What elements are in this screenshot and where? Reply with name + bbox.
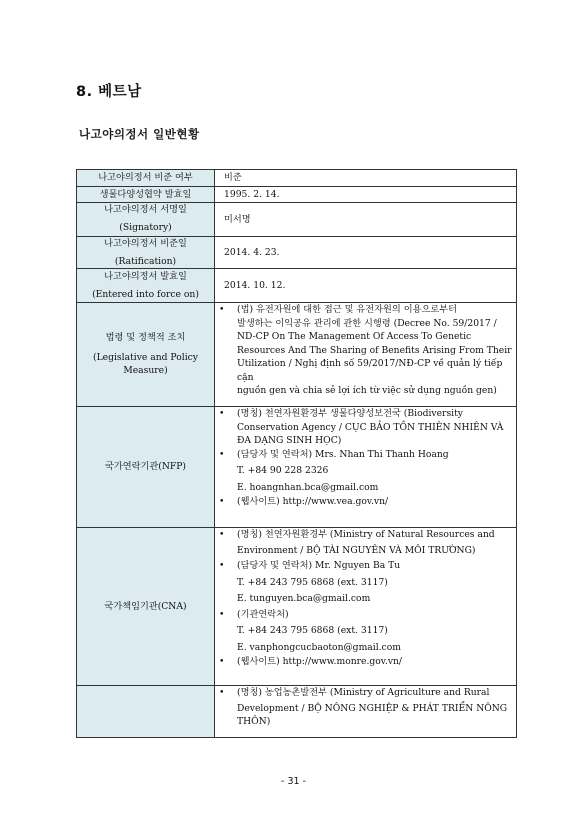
legislation-line: (법) 유전자원에 대한 접근 및 유전자원의 이용으로부터: [237, 304, 457, 315]
table-row-legislation: [77, 303, 517, 407]
table-row-ratification: [77, 237, 517, 269]
list-item: [215, 495, 512, 509]
cna-name-line: (명칭) 천연자원환경부 (Ministry of Natural Resources and: [237, 529, 495, 540]
cna-org-contact-label: (기관연락처): [237, 608, 289, 620]
list-item: [215, 655, 512, 669]
row-label-en: (Entered into force on): [92, 288, 199, 300]
bullet: •: [219, 304, 225, 315]
row-label: 국가책임기관(CNA): [77, 528, 215, 686]
row-value: [215, 303, 517, 407]
bullet: •: [219, 687, 225, 698]
cna-phone: T. +84 243 795 6868 (ext. 3117): [237, 576, 388, 588]
legislation-line: nguồn gen và chia sẻ lợi ích từ việc sử dụng nguồn gen): [237, 385, 497, 396]
row-label-en: (Legislative and Policy: [92, 351, 198, 363]
row-label-en: Measure): [123, 365, 168, 377]
row-label-en: (Signatory): [119, 221, 172, 233]
list-item: [215, 686, 512, 729]
row-value: [215, 407, 517, 528]
cna-website[interactable]: (웹사이트) http://www.monre.gov.vn/: [237, 656, 403, 667]
bullet: •: [219, 560, 225, 571]
row-value: [215, 686, 517, 738]
bullet: •: [219, 529, 225, 540]
table-row-ministry-agriculture: [77, 686, 517, 738]
cna-org-email: E. vanphongcucbaoton@gmail.com: [237, 641, 401, 653]
cna-org-phone: T. +84 243 795 6868 (ext. 3117): [237, 625, 388, 636]
table-row-nfp: [77, 407, 517, 528]
table-row-cbd-effective: [77, 186, 517, 203]
row-label-en: (Ratification): [114, 255, 177, 267]
row-value: 1995. 2. 14.: [215, 186, 517, 203]
cna-name-line: Environment / BỘ TÀI NGUYÊN VÀ MÔI TRƯỜNG): [237, 544, 476, 556]
section-title: 나고야의정서 일반현황: [79, 127, 200, 141]
legislation-line: 발생하는 이익공유 관리에 관한 시행령 (Decree No. 59/2017 /: [237, 317, 497, 329]
row-value: 2014. 4. 23.: [215, 237, 517, 269]
cna-contact: (담당자 및 연락처) Mr. Nguyen Ba Tu: [237, 560, 401, 571]
row-label-ko: 나고야의정서 서명일: [104, 204, 187, 215]
row-label: [77, 303, 215, 407]
row-value: 비준: [215, 170, 517, 187]
table-row-cna: [77, 528, 517, 686]
nfp-list: [215, 407, 512, 509]
list-item: [215, 608, 512, 655]
row-label-ko: 나고야의정서 발효일: [104, 271, 187, 282]
ministry-list: [215, 686, 512, 729]
table-row-entry-into-force: [77, 269, 517, 303]
list-item: [215, 559, 512, 606]
row-label: [77, 686, 215, 738]
ministry-line: THÔN): [237, 716, 271, 727]
row-value: [215, 528, 517, 686]
nfp-name-line: Conservation Agency / CỤC BẢO TỒN THIÊN NHIÊN VÀ: [237, 421, 504, 433]
ministry-line: Development / BỘ NÔNG NGHIỆP & PHÁT TRIỂN NÔNG: [237, 702, 508, 714]
bullet: •: [219, 656, 225, 667]
table-row-ratification-status: [77, 170, 517, 187]
table-row-signatory: [77, 203, 517, 237]
nfp-name-line: (명칭) 천연자원환경부 생물다양성보전국 (Biodiversity: [237, 408, 463, 419]
nfp-email: E. hoangnhan.bca@gmail.com: [237, 481, 379, 493]
list-item: [215, 528, 512, 557]
ministry-line: (명칭) 농업농촌발전부 (Ministry of Agriculture and Rural: [237, 687, 490, 698]
page-number: - 31 -: [281, 776, 306, 787]
nfp-website[interactable]: (웹사이트) http://www.vea.gov.vn/: [237, 496, 389, 507]
row-value: 미서명: [215, 203, 517, 237]
row-label: [77, 237, 215, 269]
row-label: 국가연락기관(NFP): [77, 407, 215, 528]
cna-email: E. tunguyen.bca@gmail.com: [237, 593, 371, 604]
nfp-contact: (담당자 및 연락처) Mrs. Nhan Thi Thanh Hoang: [237, 448, 449, 460]
bullet: •: [219, 608, 225, 620]
row-value: 2014. 10. 12.: [215, 269, 517, 303]
nfp-name-line: ĐA DẠNG SINH HỌC): [237, 435, 342, 446]
list-item: [215, 407, 512, 448]
nfp-phone: T. +84 90 228 2326: [237, 465, 329, 476]
cna-list: [215, 528, 512, 669]
legislation-line: Utilization / Nghị định số 59/2017/NĐ-CP về quản lý tiếp cận: [237, 358, 503, 383]
list-item: [215, 448, 512, 495]
row-label: [77, 269, 215, 303]
row-label: 생물다양성협약 발효일: [77, 186, 215, 203]
legislation-list: [215, 303, 512, 398]
row-label: [77, 203, 215, 237]
bullet: •: [219, 448, 225, 460]
bullet: •: [219, 408, 225, 419]
nagoya-status-table: [76, 169, 517, 738]
bullet: •: [219, 496, 225, 507]
legislation-line: ND-CP On The Management Of Access To Genetic: [237, 331, 472, 342]
row-label-ko: 법령 및 정책적 조치: [105, 332, 186, 344]
list-item: [215, 303, 512, 398]
page-heading: 8. 베트남: [76, 84, 142, 100]
row-label-ko: 나고야의정서 비준일: [104, 238, 187, 249]
row-label: 나고야의정서 비준 여부: [77, 170, 215, 187]
legislation-line: Resources And The Sharing of Benefits Arising From Their: [237, 344, 512, 356]
